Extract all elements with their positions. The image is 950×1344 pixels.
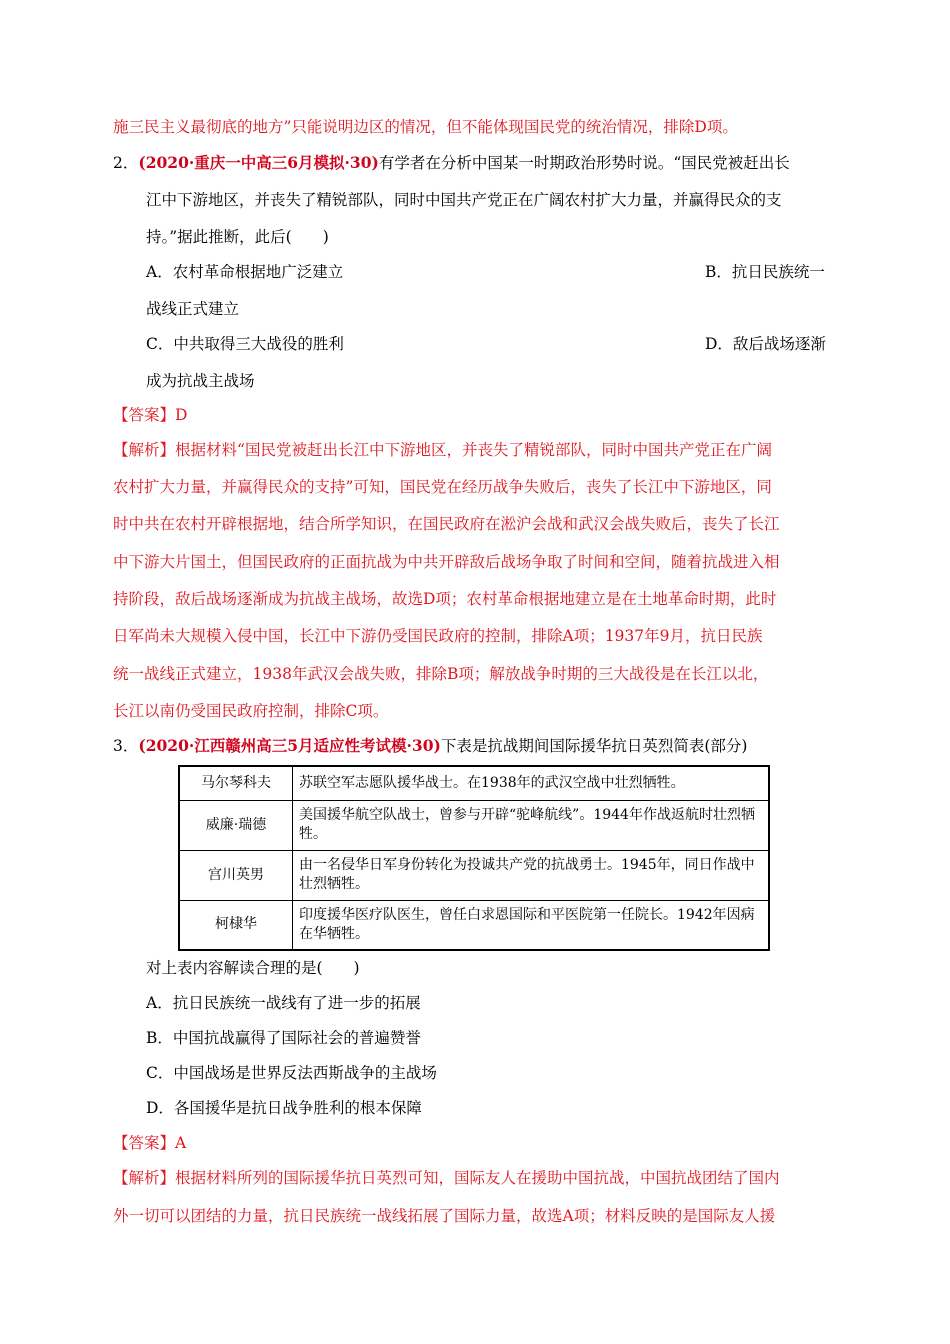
q3-analysis-line-2: 外一切可以团结的力量，抗日民族统一战线拓展了国际力量，故选A项；材料反映的是国际友人援	[113, 1207, 776, 1225]
q2-analysis-text-1: 根据材料“国民党被赶出长江中下游地区，并丧失了精锐部队，同时中国共产党正在广阔	[175, 441, 772, 459]
q2-option-c: C．中共取得三大战役的胜利	[146, 335, 344, 353]
table-cell-desc: 美国援华航空队战士，曾参与开辟“驼峰航线”。1944年作战返航时壮烈牺牲。	[293, 800, 770, 850]
q2-source: (2020·重庆一中高三6月模拟·30)	[138, 153, 379, 172]
q2-answer-label: 【答案】	[113, 406, 176, 424]
q2-analysis-line-6: 日军尚未大规模入侵中国，长江中下游仍受国民政府的控制，排除A项；1937年9月，抗日民族	[113, 627, 763, 645]
q2-option-b-tail: 战线正式建立	[146, 300, 240, 318]
q2-stem-line-3: 持。”据此推断，此后( )	[146, 228, 329, 246]
q2-analysis-label: 【解析】	[113, 441, 176, 459]
q3-answer	[113, 1133, 186, 1153]
table-cell-name: 马尔琴科夫	[179, 766, 293, 800]
q2-analysis-line-1	[113, 440, 772, 460]
table-cell-desc: 苏联空军志愿队援华战士。在1938年的武汉空战中壮烈牺牲。	[293, 766, 770, 800]
prev-analysis-tail: 施三民主义最彻底的地方”只能说明边区的情况，但不能体现国民党的统治情况，排除D项。	[113, 118, 738, 136]
q2-number: 2．	[113, 154, 139, 172]
q3-option-b: B．中国抗战赢得了国际社会的普遍赞誉	[146, 1029, 421, 1047]
q2-analysis-line-2: 农村扩大力量，并赢得民众的支持”可知，国民党在经历战争失败后，丧失了长江中下游地区，同	[113, 478, 772, 496]
q3-stem	[113, 736, 747, 756]
q2-stem-line-2: 江中下游地区，并丧失了精锐部队，同时中国共产党正在广阔农村扩大力量，并赢得民众的支	[146, 191, 782, 209]
q2-option-a: A．农村革命根据地广泛建立	[146, 263, 344, 281]
q3-source: (2020·江西赣州高三5月适应性考试模·30)	[138, 736, 441, 755]
table-row	[179, 850, 769, 900]
q3-analysis-line-1	[113, 1168, 780, 1188]
q2-analysis-line-3: 时中共在农村开辟根据地，结合所学知识，在国民政府在淞沪会战和武汉会战失败后，丧失了长江	[113, 515, 780, 533]
q2-option-d-tail: 成为抗战主战场	[146, 372, 255, 390]
q2-analysis-line-5: 持阶段，敌后战场逐渐成为抗战主战场，故选D项；农村革命根据地建立是在土地革命时期，此时	[113, 590, 777, 608]
heroes-table	[178, 765, 770, 951]
q2-option-d: D．敌后战场逐渐	[705, 335, 826, 353]
q3-option-c: C．中国战场是世界反法西斯战争的主战场	[146, 1064, 437, 1082]
q2-stem-text-1: 有学者在分析中国某一时期政治形势时说。“国民党被赶出长	[378, 154, 790, 172]
table-cell-desc: 印度援华医疗队医生，曾任白求恩国际和平医院第一任院长。1942年因病在华牺牲。	[293, 900, 770, 950]
table-cell-name: 威廉·瑞德	[179, 800, 293, 850]
q3-option-d: D．各国援华是抗日战争胜利的根本保障	[146, 1099, 422, 1117]
q2-analysis-line-7: 统一战线正式建立，1938年武汉会战失败，排除B项；解放战争时期的三大战役是在长江以北，	[113, 665, 769, 683]
table-row	[179, 766, 769, 800]
q3-question: 对上表内容解读合理的是( )	[146, 959, 360, 977]
q3-analysis-label: 【解析】	[113, 1169, 176, 1187]
q3-answer-value: A	[175, 1134, 187, 1152]
q3-answer-label: 【答案】	[113, 1134, 176, 1152]
table-cell-desc: 由一名侵华日军身份转化为投诚共产党的抗战勇士。1945年，同日作战中壮烈牺牲。	[293, 850, 770, 900]
q2-analysis-line-4: 中下游大片国土，但国民政府的正面抗战为中共开辟敌后战场争取了时间和空间，随着抗战进入相	[113, 553, 780, 571]
q2-option-b: B．抗日民族统一	[705, 263, 825, 281]
q2-answer-value: D	[175, 406, 188, 424]
table-row	[179, 900, 769, 950]
q2-analysis-line-8: 长江以南仍受国民政府控制，排除C项。	[113, 702, 389, 720]
q3-option-a: A．抗日民族统一战线有了进一步的拓展	[146, 994, 421, 1012]
q2-answer	[113, 405, 187, 425]
q3-number: 3．	[113, 737, 139, 755]
table-cell-name: 宫川英男	[179, 850, 293, 900]
table-cell-name: 柯棣华	[179, 900, 293, 950]
q3-analysis-text-1: 根据材料所列的国际援华抗日英烈可知，国际友人在援助中国抗战，中国抗战团结了国内	[175, 1169, 780, 1187]
q3-stem-text: 下表是抗战期间国际援华抗日英烈简表(部分)	[440, 737, 748, 755]
table-row	[179, 800, 769, 850]
q2-stem-line-1	[113, 153, 790, 173]
